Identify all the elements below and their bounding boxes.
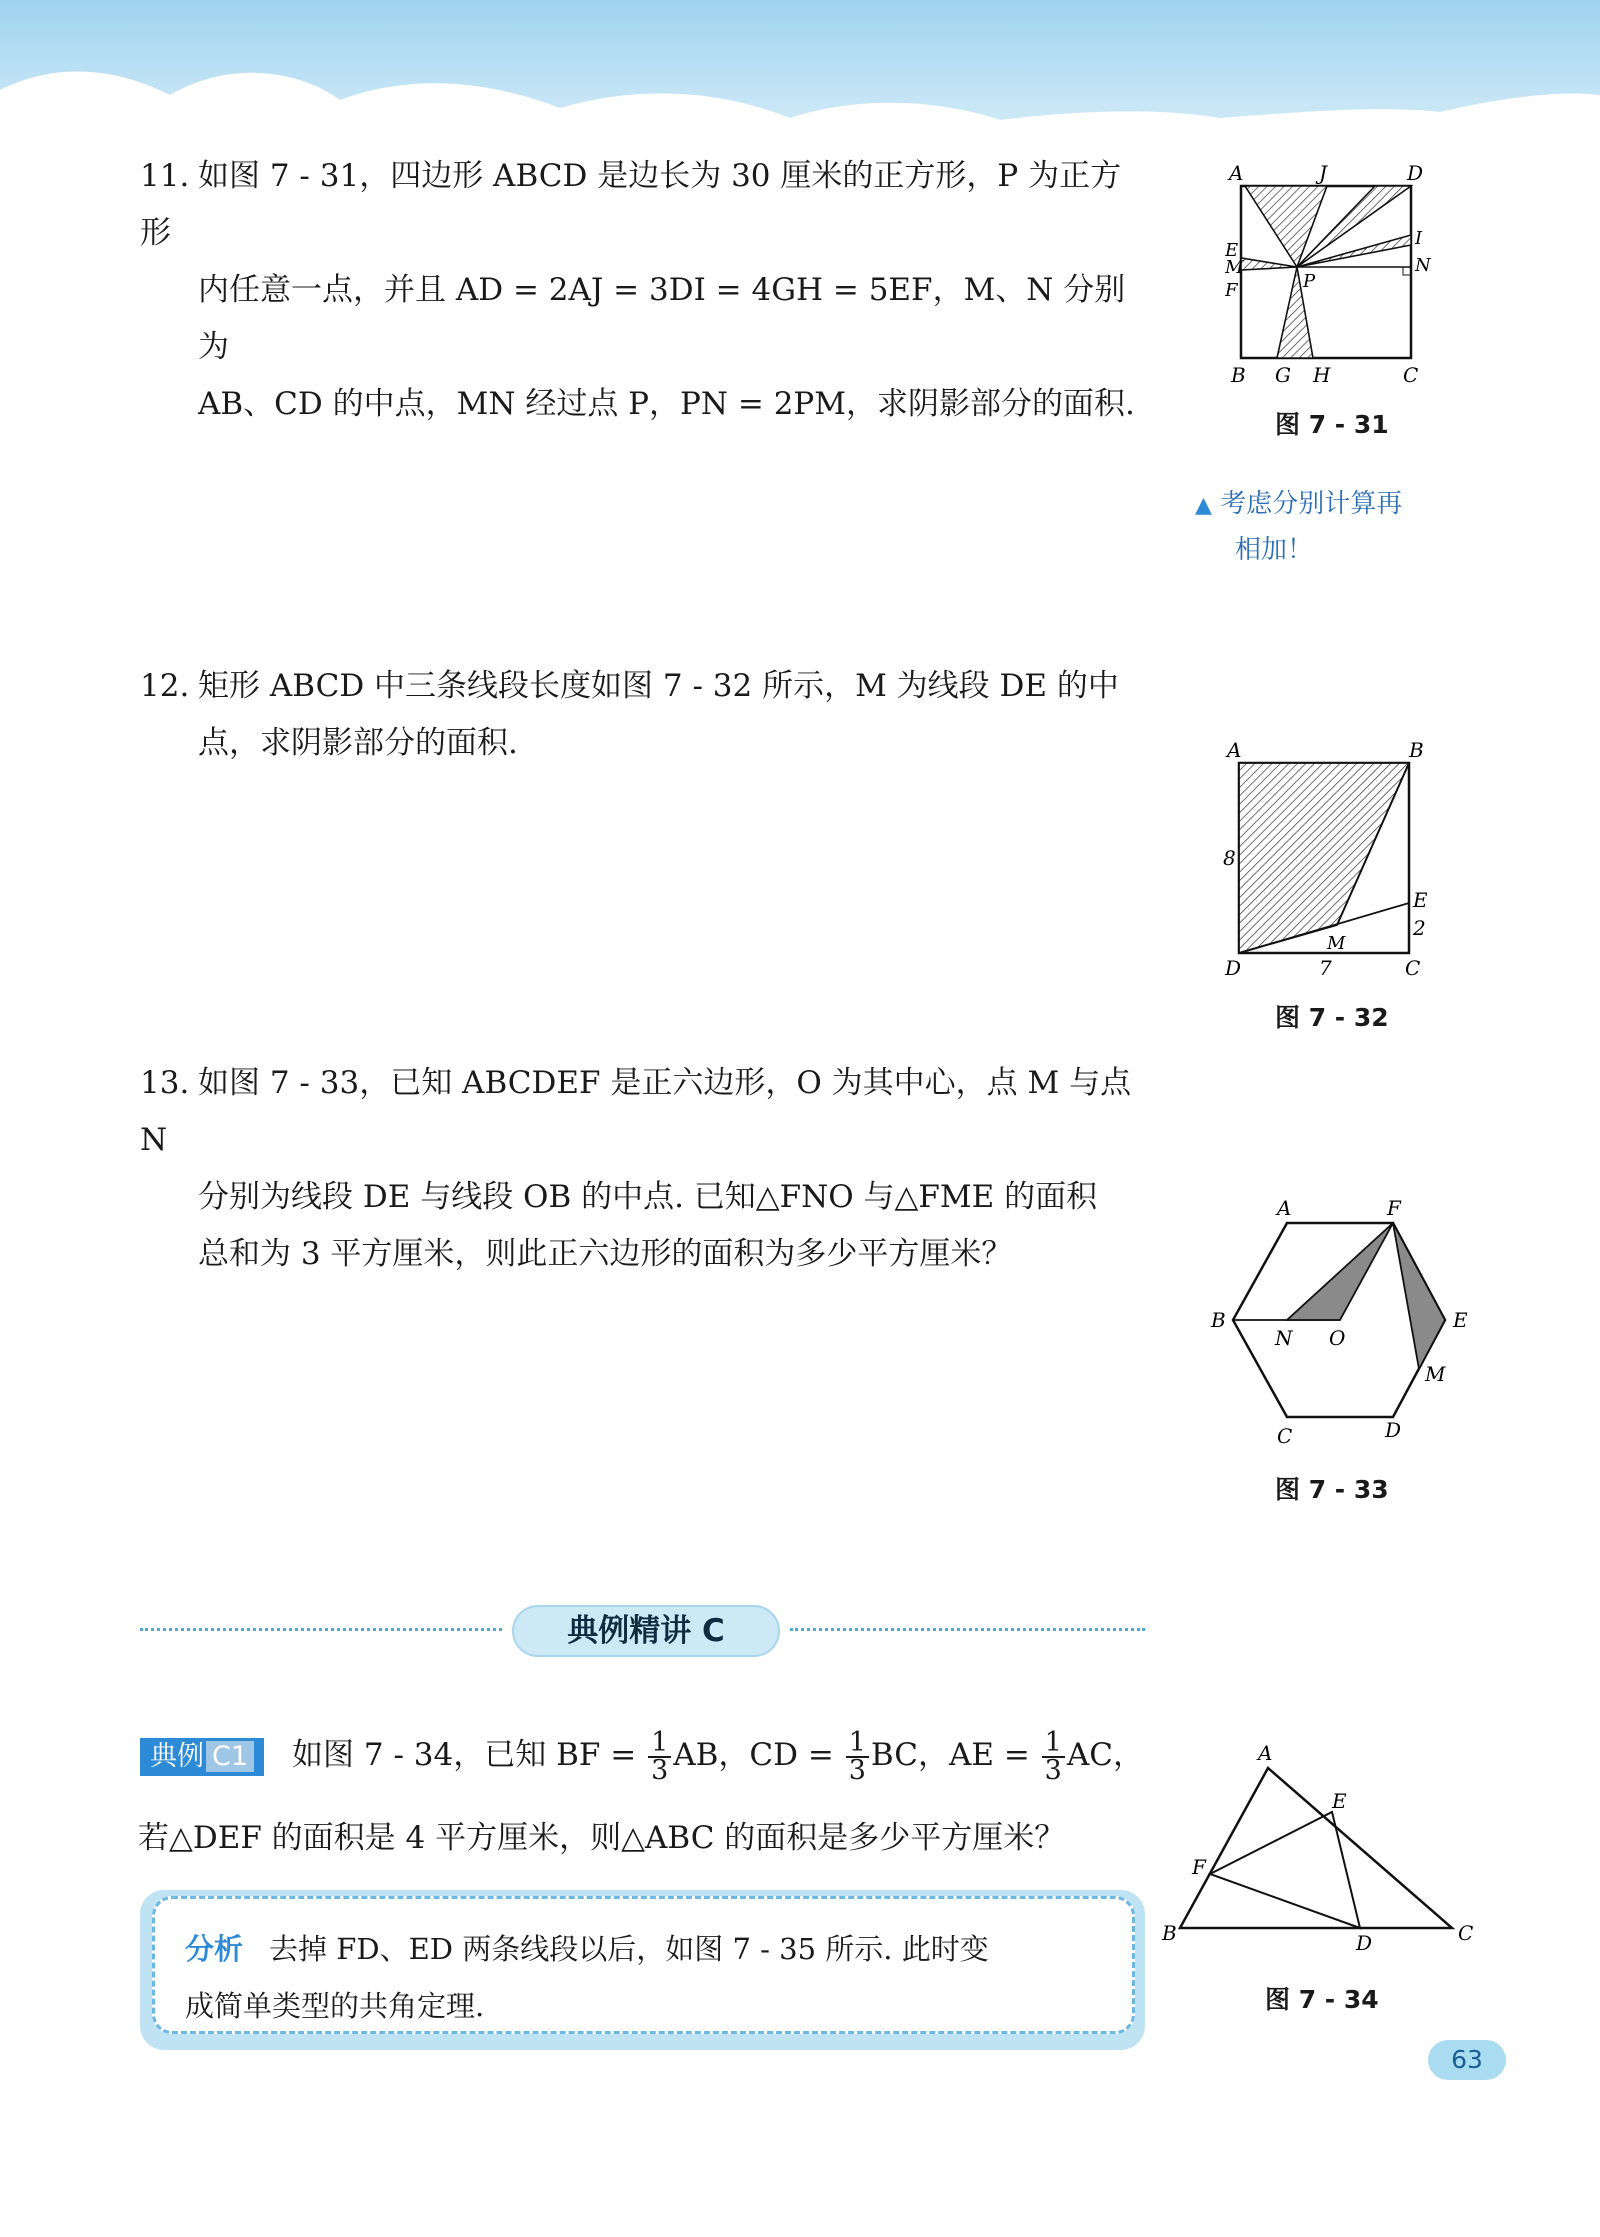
fraction-one-third [1042, 1726, 1065, 1786]
hint-line: 相加！ [1235, 535, 1314, 565]
fig33-label-C: C [1277, 1424, 1293, 1448]
problem-text-line: AB、CD 的中点，MN 经过点 P，PN = 2PM，求阴影部分的面积. [198, 386, 1135, 422]
fig31-label-J: J [1319, 161, 1328, 185]
fig32-caption: 图 7 - 32 [1275, 1003, 1389, 1032]
analysis-text: 去掉 FD、ED 两条线段以后，如图 7 - 35 所示. 此时变 [269, 1932, 989, 1966]
problem-text-line: 内任意一点，并且 AD = 2AJ = 3DI = 4GH = 5EF，M、N 分别为 [198, 272, 1126, 365]
fig32-length-2: 2 [1413, 916, 1426, 940]
fig31-label-A: A [1229, 161, 1244, 185]
problem-text-line: 分别为线段 DE 与线段 OB 的中点. 已知△FNO 与△FME 的面积 [198, 1179, 1098, 1215]
fig32-label-E: E [1413, 888, 1428, 912]
fig31-label-P: P [1303, 271, 1316, 292]
fig34-label-F: F [1192, 1855, 1206, 1879]
example-text: AC， [1066, 1737, 1144, 1773]
example-badge [140, 1738, 264, 1776]
problem-number: 12. [140, 668, 190, 704]
fig32-length-8: 8 [1223, 846, 1236, 870]
section-divider-right [790, 1628, 1145, 1631]
fig31-label-N: N [1415, 255, 1431, 276]
fig33-caption: 图 7 - 33 [1275, 1475, 1389, 1504]
example-text: 如图 7 - 34，已知 BF = [292, 1737, 637, 1773]
fraction-numerator: 1 [648, 1730, 671, 1758]
fig32-label-M: M [1327, 933, 1346, 954]
fig31-label-M: M [1225, 257, 1244, 278]
section-divider-left [140, 1628, 502, 1631]
fraction-numerator: 1 [846, 1730, 869, 1758]
fig32-length-7: 7 [1319, 956, 1332, 980]
fig33-label-E: E [1453, 1308, 1468, 1332]
problem-text-line: 如图 7 - 33，已知 ABCDEF 是正六边形，O 为其中心，点 M 与点 N [140, 1065, 1132, 1158]
example-text: 若△DEF 的面积是 4 平方厘米，则△ABC 的面积是多少平方厘米？ [138, 1820, 1066, 1856]
example-c1-line2 [138, 1810, 1148, 1867]
fig34-label-B: B [1162, 1921, 1177, 1945]
problem-13 [140, 1055, 1150, 1283]
page-number: 63 [1428, 2040, 1506, 2080]
problem-number: 13. [140, 1065, 190, 1101]
fig33-label-D: D [1385, 1418, 1402, 1442]
problem-number: 11. [140, 158, 190, 194]
fraction-one-third [846, 1726, 869, 1786]
problem-text-line: 如图 7 - 31，四边形 ABCD 是边长为 30 厘米的正方形，P 为正方形 [140, 158, 1122, 251]
fig34-label-D: D [1356, 1931, 1373, 1955]
problem-text-line: 矩形 ABCD 中三条线段长度如图 7 - 32 所示，M 为线段 DE 的中 [198, 668, 1119, 704]
fig33-label-B: B [1211, 1308, 1226, 1332]
analysis-text: 成简单类型的共角定理. [185, 1989, 485, 2023]
example-text: BC，AE = [870, 1737, 1030, 1773]
fig32-label-D: D [1225, 956, 1242, 980]
example-badge-label: 典例 [150, 1741, 204, 1772]
problem-11 [140, 148, 1150, 433]
fig31-label-I: I [1415, 228, 1423, 249]
fig31-label-C: C [1403, 363, 1419, 387]
triangle-icon: ▲ [1195, 493, 1212, 518]
fig32-label-B: B [1409, 738, 1424, 762]
figure-7-34 [1160, 1740, 1480, 1970]
fig31-label-F: F [1225, 280, 1238, 301]
example-badge-id: C1 [206, 1741, 254, 1772]
figure-7-31 [1225, 160, 1435, 390]
fig32-label-C: C [1405, 956, 1421, 980]
fig34-caption: 图 7 - 34 [1265, 1985, 1379, 2014]
problem-text-line: 点，求阴影部分的面积. [198, 725, 518, 761]
figure-7-32 [1215, 735, 1445, 985]
fig32-label-A: A [1227, 738, 1242, 762]
problem-12 [140, 658, 1150, 772]
fig34-label-C: C [1458, 1921, 1474, 1945]
fraction-denominator: 3 [651, 1754, 669, 1786]
analysis-box [140, 1890, 1145, 2050]
fraction-one-third [648, 1726, 671, 1786]
problem-text-line: 总和为 3 平方厘米，则此正六边形的面积为多少平方厘米？ [198, 1236, 1013, 1272]
hint-line: 考虑分别计算再 [1220, 489, 1403, 519]
fig31-label-B: B [1231, 363, 1246, 387]
example-text: AB，CD = [673, 1737, 834, 1773]
section-title: 典例精讲 C [512, 1605, 780, 1657]
header-cloud-band [0, 0, 1600, 150]
fig31-label-D: D [1407, 161, 1424, 185]
fig31-label-H: H [1313, 363, 1331, 387]
fig34-label-A: A [1258, 1741, 1273, 1765]
fig31-label-G: G [1275, 363, 1291, 387]
fig33-label-M: M [1425, 1362, 1446, 1386]
fig31-label-E: E [1225, 240, 1239, 261]
hint-note [1195, 482, 1475, 573]
analysis-content [152, 1896, 1135, 2034]
figure-7-33 [1205, 1195, 1480, 1455]
fraction-denominator: 3 [1044, 1754, 1062, 1786]
example-c1 [140, 1725, 1150, 1785]
fig33-label-A: A [1277, 1196, 1292, 1220]
fig34-label-E: E [1332, 1789, 1347, 1813]
fig33-label-F: F [1387, 1196, 1401, 1220]
fig31-caption: 图 7 - 31 [1275, 410, 1389, 439]
fig33-label-O: O [1329, 1326, 1346, 1350]
fig33-label-N: N [1275, 1326, 1293, 1350]
fraction-denominator: 3 [848, 1754, 866, 1786]
fraction-numerator: 1 [1042, 1730, 1065, 1758]
analysis-label: 分析 [185, 1932, 244, 1966]
